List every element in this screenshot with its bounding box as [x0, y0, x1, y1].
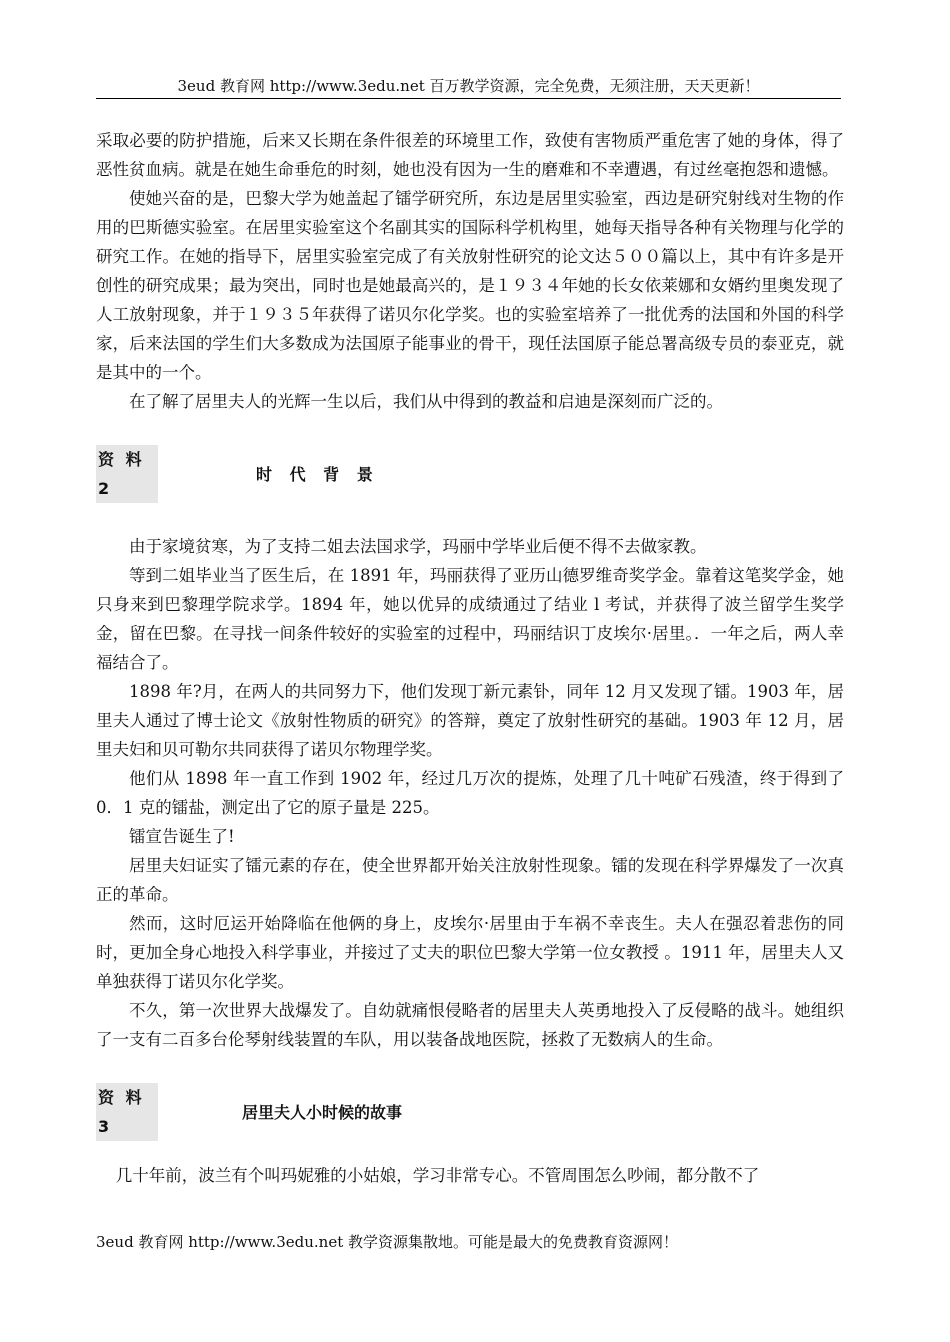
section-label: 资 料 2 — [96, 445, 158, 503]
document-body — [96, 126, 844, 1190]
paragraph: 1898 年?月，在两人的共同努力下，他们发现丁新元素钋，同年 12 月又发现了镭。1903 年，居里夫人通过了博士论文《放射性物质的研究》的答辩，奠定了放射性研究的基础。1903 年 12 月，居里夫妇和贝可勒尔共同获得了诺贝尔物理学奖。 — [96, 682, 844, 759]
section-2-body — [96, 532, 844, 1054]
paragraph: 镭宣告诞生了! — [129, 827, 235, 846]
page-header: 3eud 教育网 http://www.3edu.net 百万教学资源，完全免费，无须注册，天天更新！ — [177, 77, 760, 95]
intro-text-block — [96, 126, 844, 416]
paragraph: 采取必要的防护措施，后来又长期在条件很差的环境里工作，致使有害物质严重危害了她的身体，得了恶性贫血病。就是在她生命垂危的时刻，她也没有因为一生的磨难和不幸遭遇，有过丝毫抱怨和遗憾。 — [96, 131, 844, 179]
paragraph: 等到二姐毕业当了医生后，在 1891 年，玛丽获得了亚历山德罗维奇奖学金。靠着这笔奖学金，她只身来到巴黎理学院求学。1894 年，她以优异的成绩通过了结业 l 考试，并获得了波兰留学生奖学金，留在巴黎。在寻找一间条件较好的实验室的过程中，玛丽结识丁皮埃尔·居里。．一年之后，两人幸福结合了。 — [96, 566, 844, 672]
page-footer: 3eud 教育网 http://www.3edu.net 教学资源集散地。可能是最大的免费教育资源网！ — [96, 1233, 678, 1251]
section-label: 资 料 3 — [96, 1083, 158, 1141]
section-title: 居里夫人小时候的故事 — [242, 1102, 403, 1122]
paragraph: 几十年前，波兰有个叫玛妮雅的小姑娘，学习非常专心。不管周围怎么吵闹，都分散不了 — [115, 1166, 760, 1185]
paragraph: 不久，第一次世界大战爆发了。自幼就痛恨侵略者的居里夫人英勇地投入了反侵略的战斗。她组织了一支有二百多台伦琴射线装置的车队，用以装备战地医院，拯救了无数病人的生命。 — [96, 1001, 844, 1049]
paragraph: 居里夫妇证实了镭元素的存在，使全世界都开始关注放射性现象。镭的发现在科学界爆发了一次真正的革命。 — [96, 856, 844, 904]
paragraph: 使她兴奋的是，巴黎大学为她盖起了镭学研究所，东边是居里实验室，西边是研究射线对生物的作用的巴斯德实验室。在居里实验室这个名副其实的国际科学机构里，她每天指导各种有关物理与化学的研究工作。在她的指导下，居里实验室完成了有关放射性研究的论文达５００篇以上，其中有许多是开创性的研究成果；最为突出，同时也是她最高兴的，是１９３４年她的长女依莱娜和女婿约里奥发现了人工放射现象，并于１９３５年获得了诺贝尔化学奖。也的实验室培养了一批优秀的法国和外国的科学家，后来法国的学生们大多数成为法国原子能事业的骨干，现任法国原子能总署高级专员的泰亚克，就是其中的一个。 — [96, 189, 844, 382]
section-2-heading — [96, 445, 844, 503]
header-divider — [96, 98, 841, 99]
section-3-body — [96, 1161, 844, 1190]
paragraph: 然而，这时厄运开始降临在他俩的身上，皮埃尔·居里由于车祸不幸丧生。夫人在强忍着悲伤的同时，更加全身心地投入科学事业，并接过了丈夫的职位巴黎大学第一位女教授 。1911 年，居里夫人又单独获得丁诺贝尔化学奖。 — [96, 914, 844, 991]
paragraph: 他们从 1898 年一直工作到 1902 年，经过几万次的提炼，处理了几十吨矿石残渣，终于得到了 0．1 克的镭盐，测定出了它的原子量是 225。 — [96, 769, 844, 817]
paragraph: 在了解了居里夫人的光辉一生以后，我们从中得到的教益和启迪是深刻而广泛的。 — [129, 392, 723, 411]
section-title: 时 代 背 景 — [256, 464, 379, 484]
section-3-heading — [96, 1083, 844, 1141]
paragraph: 由于家境贫寒，为了支持二姐去法国求学，玛丽中学毕业后便不得不去做家教。 — [129, 537, 707, 556]
